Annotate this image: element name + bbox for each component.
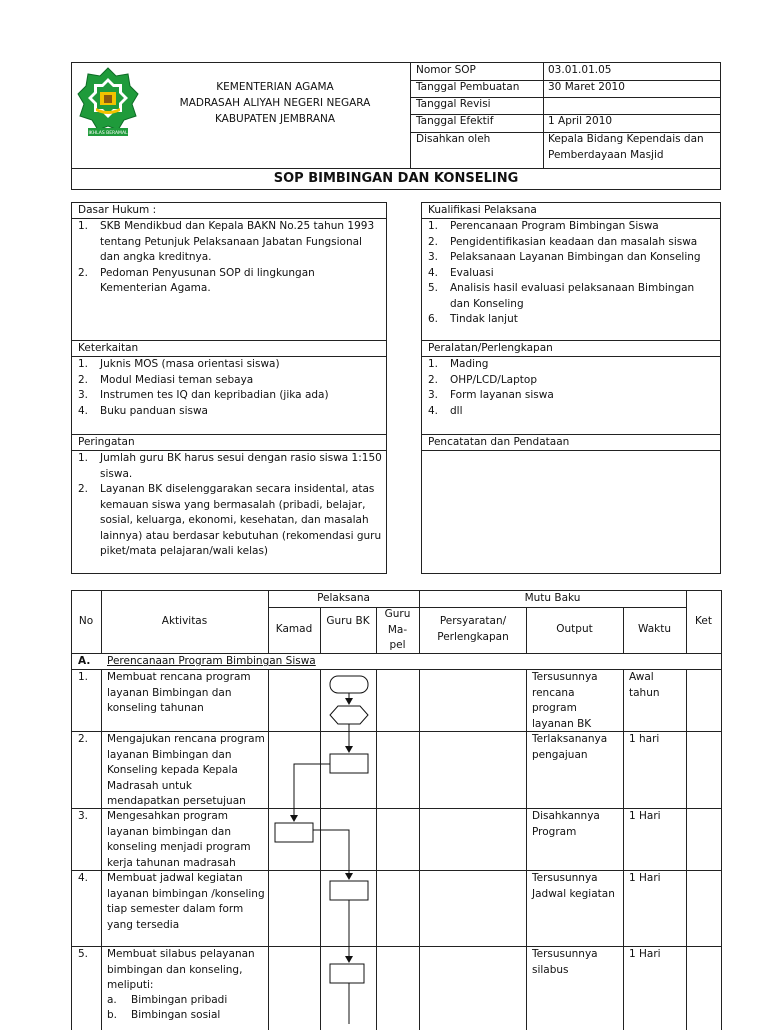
- row-4-output: Tersusunnya Jadwal kegiatan: [532, 872, 615, 900]
- list-marker: 3.: [428, 251, 439, 263]
- flow-connector: [313, 830, 349, 879]
- list-item: 2. OHP/LCD/Laptop: [428, 373, 716, 389]
- col-header-gurubk: Guru BK: [326, 615, 370, 627]
- keterkaitan-title: Keterkaitan: [78, 342, 139, 354]
- field-value-nomor: 03.01.01.05: [548, 64, 612, 76]
- section-number: A.: [78, 655, 91, 667]
- section-title: Perencanaan Program Bimbingan Siswa: [107, 655, 316, 667]
- field-value-pembuatan: 30 Maret 2010: [548, 81, 625, 93]
- row-5-no: 5.: [78, 948, 89, 960]
- pencatatan-title: Pencatatan dan Pendataan: [428, 436, 570, 448]
- field-value-disahkan: Kepala Bidang Kependais dan Pemberdayaan Masjid: [548, 133, 704, 161]
- col-header-no: No: [78, 615, 94, 627]
- svg-text:IKHLAS BERAMAL: IKHLAS BERAMAL: [88, 131, 128, 136]
- peringatan-title: Peringatan: [78, 436, 135, 448]
- list-marker: 4.: [428, 266, 439, 279]
- row-2-waktu: 1 hari: [629, 733, 660, 745]
- col-header-kamad: Kamad: [275, 623, 313, 635]
- list-marker: 4.: [78, 404, 89, 417]
- list-item: 1. Mading: [428, 357, 716, 373]
- list-marker: 6.: [428, 313, 439, 325]
- field-label-revisi: Tanggal Revisi: [416, 98, 491, 110]
- list-marker: 1.: [428, 220, 439, 232]
- list-item: 3. Instrumen tes IQ dan kepribadian (jika ada): [78, 388, 382, 404]
- row-1-waktu: Awal tahun: [629, 671, 660, 699]
- col-header-aktivitas: Aktivitas: [161, 615, 208, 627]
- list-item: 3. Form layanan siswa: [428, 388, 716, 404]
- list-marker: 5.: [428, 282, 439, 294]
- flow-connector: [294, 764, 330, 821]
- row-2-aktivitas: Mengajukan rencana program layanan Bimbingan dan Konseling kepada Kepala Madrasah untuk mendapatkan persetujuan: [107, 733, 265, 807]
- list-marker: 1.: [78, 358, 89, 370]
- list-item: 1. SKB Mendikbud dan Kepala BAKN No.25 tahun 1993 tentang Petunjuk Pelaksanaan Jabatan Fungsional dan angka kreditnya.: [78, 220, 375, 263]
- row-5-sub-text-a: Bimbingan pribadi: [131, 994, 228, 1006]
- ministry-line-1: KEMENTERIAN AGAMA: [216, 81, 334, 93]
- row-1-output: Tersusunnya rencana program layanan BK: [532, 671, 598, 730]
- list-marker: 4.: [428, 404, 439, 417]
- ministry-line-2: MADRASAH ALIYAH NEGERI NEGARA: [179, 97, 371, 109]
- row-5-output: Tersusunnya silabus: [532, 948, 598, 976]
- row-1-aktivitas: Membuat rencana program layanan Bimbingan dan konseling tahunan: [107, 671, 251, 714]
- flow-process-box-2: [330, 754, 368, 773]
- list-marker: 2.: [428, 373, 439, 386]
- row-5-sub-marker-b: b.: [107, 1009, 118, 1021]
- list-marker: 1.: [78, 452, 89, 464]
- row-5-aktivitas: Membuat silabus pelayanan bimbingan dan konseling, meliputi:: [107, 948, 255, 991]
- field-value-efektif: 1 April 2010: [548, 115, 613, 127]
- kualifikasi-title: Kualifikasi Pelaksana: [428, 204, 537, 216]
- list-marker: 2.: [78, 483, 89, 495]
- list-item: 6. Tindak lanjut: [428, 312, 716, 328]
- ministry-line-3: KABUPATEN JEMBRANA: [214, 113, 336, 125]
- flow-process-box-4: [330, 881, 368, 900]
- list-item: 5. Analisis hasil evaluasi pelaksanaan Bimbingan dan Konseling: [428, 282, 695, 310]
- list-marker: 1.: [78, 220, 89, 232]
- row-3-no: 3.: [78, 810, 89, 822]
- list-marker: 2.: [78, 373, 89, 386]
- col-header-gurumapel: Guru Ma-pel: [384, 608, 411, 651]
- list-marker: 3.: [78, 389, 89, 401]
- field-label-disahkan: Disahkan oleh: [416, 133, 491, 145]
- row-2-no: 2.: [78, 733, 89, 745]
- list-item: 4. Evaluasi: [428, 266, 716, 282]
- col-header-pelaksana: Pelaksana: [317, 592, 370, 604]
- list-item: 3. Pelaksanaan Layanan Bimbingan dan Konseling: [428, 250, 716, 266]
- list-item: 4. dll: [428, 404, 716, 420]
- list-item: 2. Pengidentifikasian keadaan dan masalah siswa: [428, 235, 716, 251]
- row-5-sub-text-b: Bimbingan sosial: [131, 1009, 221, 1021]
- row-4-waktu: 1 Hari: [629, 872, 661, 884]
- col-header-waktu: Waktu: [638, 623, 671, 635]
- sop-title: SOP BIMBINGAN DAN KONSELING: [273, 171, 519, 186]
- list-item: 4. Buku panduan siswa: [78, 404, 382, 420]
- row-3-output: Disahkannya Program: [532, 810, 600, 838]
- col-header-output: Output: [556, 623, 593, 635]
- col-header-ket: Ket: [695, 615, 712, 627]
- list-item: 2. Pedoman Penyusunan SOP di lingkungan Kementerian Agama.: [78, 266, 315, 294]
- row-4-aktivitas: Membuat jadwal kegiatan layanan bimbingan /konseling tiap semester dalam form yang tersedia: [107, 872, 265, 931]
- peralatan-title: Peralatan/Perlengkapan: [428, 342, 553, 354]
- row-5-waktu: 1 Hari: [629, 948, 661, 960]
- flow-process-box-5: [330, 964, 364, 983]
- list-item: 1. Perencanaan Program Bimbingan Siswa: [428, 219, 716, 235]
- row-2-output: Terlaksananya pengajuan: [532, 733, 608, 761]
- dasar-hukum-title: Dasar Hukum :: [78, 204, 157, 216]
- flow-start-terminator: [330, 676, 368, 693]
- list-item: 1. Jumlah guru BK harus sesui dengan rasio siswa 1:150 siswa.: [78, 452, 382, 480]
- list-marker: 1.: [428, 358, 439, 370]
- row-3-waktu: 1 Hari: [629, 810, 661, 822]
- list-item: 1. Juknis MOS (masa orientasi siswa): [78, 357, 382, 373]
- list-marker: 3.: [428, 389, 439, 401]
- row-3-aktivitas: Mengesahkan program layanan bimbingan dan konseling menjadi program kerja tahunan madrasah: [107, 810, 251, 869]
- col-header-mutu-baku: Mutu Baku: [524, 592, 581, 604]
- flow-preparation-shape: [330, 706, 368, 724]
- flow-process-box-3: [275, 823, 313, 842]
- list-item: 2. Layanan BK diselenggarakan secara insidental, atas kemauan siswa yang bermasalah (pribadi, belajar, sosial, keluarga, ekonomi, kesehatan, dan masalah lainnya) atau berdasar kebutuhan (rekomendasi guru piket/mata pelajaran/wali kelas): [78, 483, 382, 557]
- row-5-sub-marker-a: a.: [107, 994, 117, 1006]
- col-header-persyaratan: Persyaratan/ Perlengkapan: [437, 615, 509, 643]
- list-marker: 2.: [78, 266, 89, 279]
- list-item: 2. Modul Mediasi teman sebaya: [78, 373, 382, 389]
- row-4-no: 4.: [78, 872, 89, 884]
- field-label-nomor: Nomor SOP: [416, 64, 476, 76]
- field-label-pembuatan: Tanggal Pembuatan: [416, 81, 520, 93]
- field-label-efektif: Tanggal Efektif: [416, 115, 494, 127]
- row-1-no: 1.: [78, 671, 89, 683]
- list-marker: 2.: [428, 235, 439, 248]
